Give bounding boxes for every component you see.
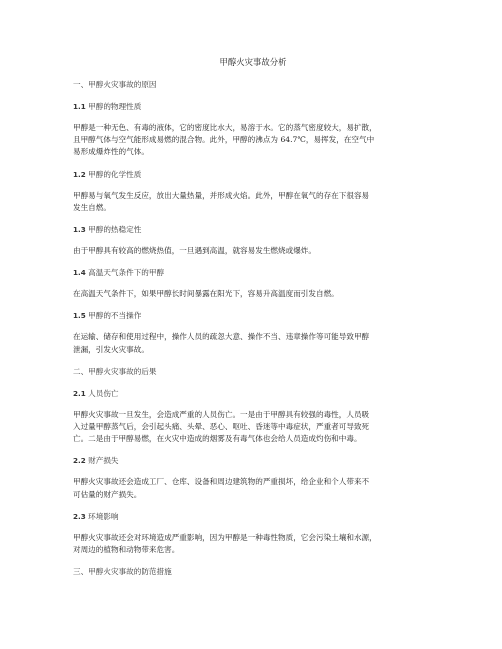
paragraph bbox=[73, 331, 433, 355]
subsection-label: 甲醇的化学性质 bbox=[88, 169, 142, 179]
document-page bbox=[73, 56, 433, 588]
paragraph-line: 入过量甲醇蒸气后，会引起头痛、头晕、恶心、呕吐、昏迷等中毒症状，严重者可导致死 bbox=[73, 422, 370, 432]
paragraph-line: 亡。二是由于甲醇易燃，在火灾中造成的烟雾及有毒气体也会给人员造成灼伤和中毒。 bbox=[73, 434, 362, 444]
paragraph-line: 泄漏，引发火灾事故。 bbox=[73, 344, 149, 354]
paragraph-line: 可估量的财产损失。 bbox=[73, 489, 142, 499]
paragraph-line: 对周边的植物和动物带来危害。 bbox=[73, 545, 180, 555]
paragraph bbox=[73, 532, 433, 556]
subsection-label: 甲醇的物理性质 bbox=[88, 102, 142, 111]
subsection-label: 人员伤亡 bbox=[88, 388, 119, 398]
section-1 bbox=[73, 79, 433, 356]
subsection-heading bbox=[73, 267, 433, 279]
section-heading: 一、甲醇火灾事故的原因 bbox=[73, 80, 157, 89]
paragraph-line: 易形成爆炸性的气体。 bbox=[73, 147, 149, 157]
subsection-number: 1.5 bbox=[73, 311, 86, 321]
subsection-heading bbox=[73, 511, 433, 523]
subsection-number: 2.1 bbox=[73, 388, 86, 398]
paragraph-line: 发生自燃。 bbox=[73, 202, 111, 212]
paragraph-line: 甲醇火灾事故一旦发生，会造成严重的人员伤亡。一是由于甲醇具有较强的毒性，人员吸 bbox=[73, 409, 370, 419]
paragraph bbox=[73, 245, 433, 257]
subsection-heading bbox=[73, 388, 433, 400]
subsection-heading bbox=[73, 169, 433, 181]
subsection-number: 1.1 bbox=[73, 102, 86, 111]
subsection-heading bbox=[73, 101, 433, 113]
subsection-heading bbox=[73, 455, 433, 467]
subsection-number: 2.3 bbox=[73, 511, 86, 521]
paragraph-line: 甲醇火灾事故还会造成工厂、仓库、设备和周边建筑物的严重损坏，给企业和个人带来不 bbox=[73, 477, 370, 487]
paragraph-line: 甲醇是一种无色、有毒的液体，它的密度比水大，易溶于水。它的蒸气密度较大，易扩散， bbox=[73, 123, 377, 132]
paragraph bbox=[73, 190, 433, 214]
paragraph-line: 甲醇易与氧气发生反应，放出大量热量，并形成火焰。此外，甲醇在氧气的存在下很容易 bbox=[73, 190, 370, 200]
paragraph-line: 在高温天气条件下，如果甲醇长时间暴露在阳光下，容易升高温度而引发自燃。 bbox=[73, 289, 339, 299]
subsection-number: 1.2 bbox=[73, 169, 86, 179]
paragraph bbox=[73, 476, 433, 500]
subsection-heading bbox=[73, 310, 433, 322]
subsection-heading bbox=[73, 224, 433, 236]
paragraph-line: 甲醇火灾事故还会对环境造成严重影响，因为甲醇是一种毒性物质，它会污染土壤和水源， bbox=[73, 532, 377, 542]
paragraph bbox=[73, 122, 433, 159]
subsection-number: 2.2 bbox=[73, 456, 86, 466]
paragraph bbox=[73, 409, 433, 446]
document-title: 甲醇火灾事故分析 bbox=[219, 57, 287, 67]
paragraph bbox=[73, 288, 433, 300]
section-2 bbox=[73, 366, 433, 556]
subsection-label: 甲醇的不当操作 bbox=[88, 311, 142, 321]
section-heading: 二、甲醇火灾事故的后果 bbox=[73, 366, 157, 376]
subsection-label: 财产损失 bbox=[88, 456, 119, 466]
section-heading: 三、甲醇火灾事故的防范措施 bbox=[73, 567, 172, 577]
paragraph-line: 在运输、储存和使用过程中，操作人员的疏忽大意、操作不当、违章操作等可能导致甲醇 bbox=[73, 332, 370, 342]
subsection-number: 1.3 bbox=[73, 225, 86, 235]
paragraph-line: 且甲醇气体与空气能形成易燃的混合物。此外，甲醇的沸点为 64.7℃，易挥发，在空气中 bbox=[73, 135, 375, 145]
section-3 bbox=[73, 566, 433, 578]
subsection-label: 甲醇的热稳定性 bbox=[88, 225, 142, 235]
paragraph-line: 由于甲醇具有较高的燃烧热值，一旦遇到高温，就容易发生燃烧或爆炸。 bbox=[73, 246, 316, 256]
subsection-number: 1.4 bbox=[73, 268, 86, 278]
subsection-label: 环境影响 bbox=[88, 511, 119, 521]
subsection-label: 高温天气条件下的甲醇 bbox=[88, 268, 165, 278]
